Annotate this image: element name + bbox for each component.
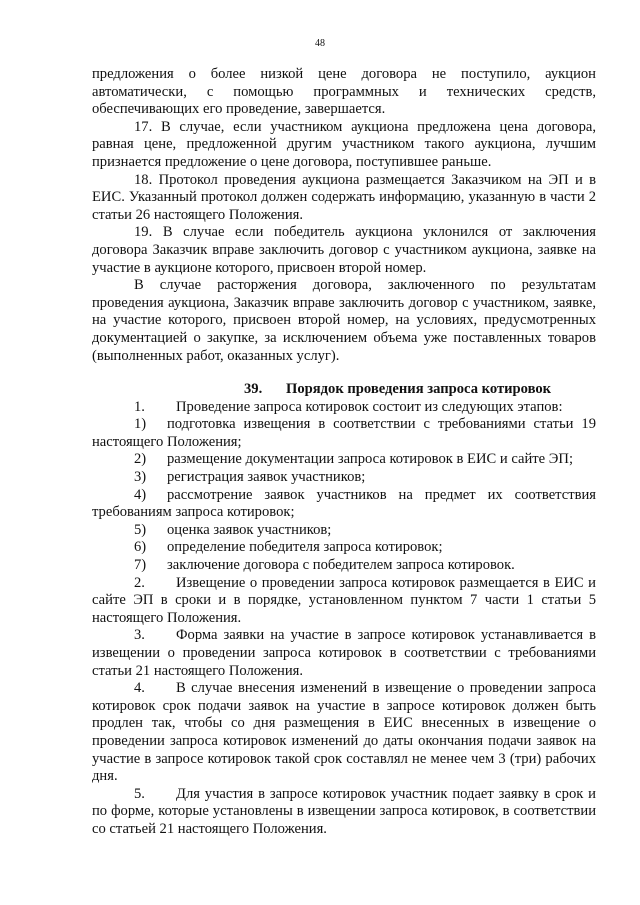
stage-item: [92, 487, 596, 522]
clause-1: [92, 399, 596, 417]
stage-item: [92, 522, 596, 540]
stage-number: 6): [134, 539, 147, 556]
stage-number: 4): [134, 486, 147, 503]
clause-number: 1.: [134, 398, 145, 415]
stage-number: 7): [134, 557, 147, 574]
stage-text: регистрация заявок участников;: [167, 469, 366, 486]
clause-text: Извещение о проведении запроса котировок размещается в ЕИС и сайте ЭП в сроки и в порядке, установленном пунктом 7 части 1 статьи 5 настоящего Положения.: [92, 574, 596, 626]
stage-number: 2): [134, 451, 147, 468]
clause-3: [92, 627, 596, 680]
section-heading: [92, 381, 596, 399]
clause-number: 3.: [134, 627, 145, 644]
stage-text: рассмотрение заявок участников на предмет их соответствия требованиям запроса котировок;: [92, 486, 596, 521]
clause-2: [92, 575, 596, 628]
clause-number: 5.: [134, 785, 145, 802]
clause-5: [92, 786, 596, 839]
paragraph-auction-completion: предложения о более низкой цене договора не поступило, аукцион автоматически, с помощью программных и технических средств, обеспечивающих его проведение, завершается.: [92, 66, 596, 118]
clause-4: [92, 680, 596, 786]
section-number: 39.: [244, 381, 263, 398]
page-number: 48: [315, 38, 325, 49]
clause-text: Для участия в запросе котировок участник подает заявку в срок и по форме, которые установлены в извещении запроса котировок, в соответствии со статьей 21 настоящего Положения.: [92, 785, 596, 837]
clause-text: В случае внесения изменений в извещение о проведении запроса котировок срок подачи заявок на участие в запросе котировок должен быть продлен так, чтобы со дня размещения в ЕИС внесенных в извещение о проведении запроса котировок изменений до даты окончания подачи заявок на участие в запросе котировок такой срок составлял не менее чем 3 (три) рабочих дня.: [92, 680, 596, 785]
stage-number: 5): [134, 521, 147, 538]
stage-text: определение победителя запроса котировок;: [167, 539, 443, 556]
paragraph-19: 19. В случае если победитель аукциона уклонился от заключения договора Заказчик вправе заключить договор с участником аукциона, заявке на участие в аукционе которого, присвоен второй номер.: [92, 224, 596, 276]
clause-text: Проведение запроса котировок состоит из следующих этапов:: [176, 398, 563, 415]
section-title: Порядок проведения запроса котировок: [286, 381, 552, 398]
clause-number: 2.: [134, 574, 145, 591]
stage-item: [92, 416, 596, 451]
stage-text: заключение договора с победителем запроса котировок.: [167, 557, 515, 574]
page-content: [92, 66, 596, 839]
stage-item: [92, 539, 596, 557]
clause-text: Форма заявки на участие в запросе котировок устанавливается в извещении о проведении запроса котировок в соответствии с требованиями статьи 21 настоящего Положения.: [92, 627, 596, 679]
stage-text: размещение документации запроса котировок в ЕИС и сайте ЭП;: [167, 451, 574, 468]
stage-number: 1): [134, 416, 147, 433]
paragraph-17: 17. В случае, если участником аукциона предложена цена договора, равная цене, предложенной другим участником такого аукциона, лучшим признается предложение о цене договора, поступившее раньше.: [92, 118, 596, 170]
stage-text: подготовка извещения в соответствии с требованиями статьи 19 настоящего Положения;: [92, 416, 596, 450]
clause-number: 4.: [134, 680, 145, 697]
stage-text: оценка заявок участников;: [167, 521, 332, 538]
paragraph-18: 18. Протокол проведения аукциона размещается Заказчиком на ЭП и в ЕИС. Указанный протокол должен содержать информацию, указанную в части 2 статьи 26 настоящего Положения.: [92, 171, 596, 223]
stage-item: [92, 557, 596, 575]
stage-number: 3): [134, 469, 147, 486]
paragraph-contract-termination: В случае расторжения договора, заключенного по результатам проведения аукциона, Заказчик вправе заключить договор с участником, заявке, на участие которого, присвоен второй номер, на условиях, предусмотренных документацией о закупке, за исключением объема уже поставленных товаров (выполненных работ, оказанных услуг).: [92, 277, 596, 364]
stage-item: [92, 451, 596, 469]
stage-item: [92, 469, 596, 487]
